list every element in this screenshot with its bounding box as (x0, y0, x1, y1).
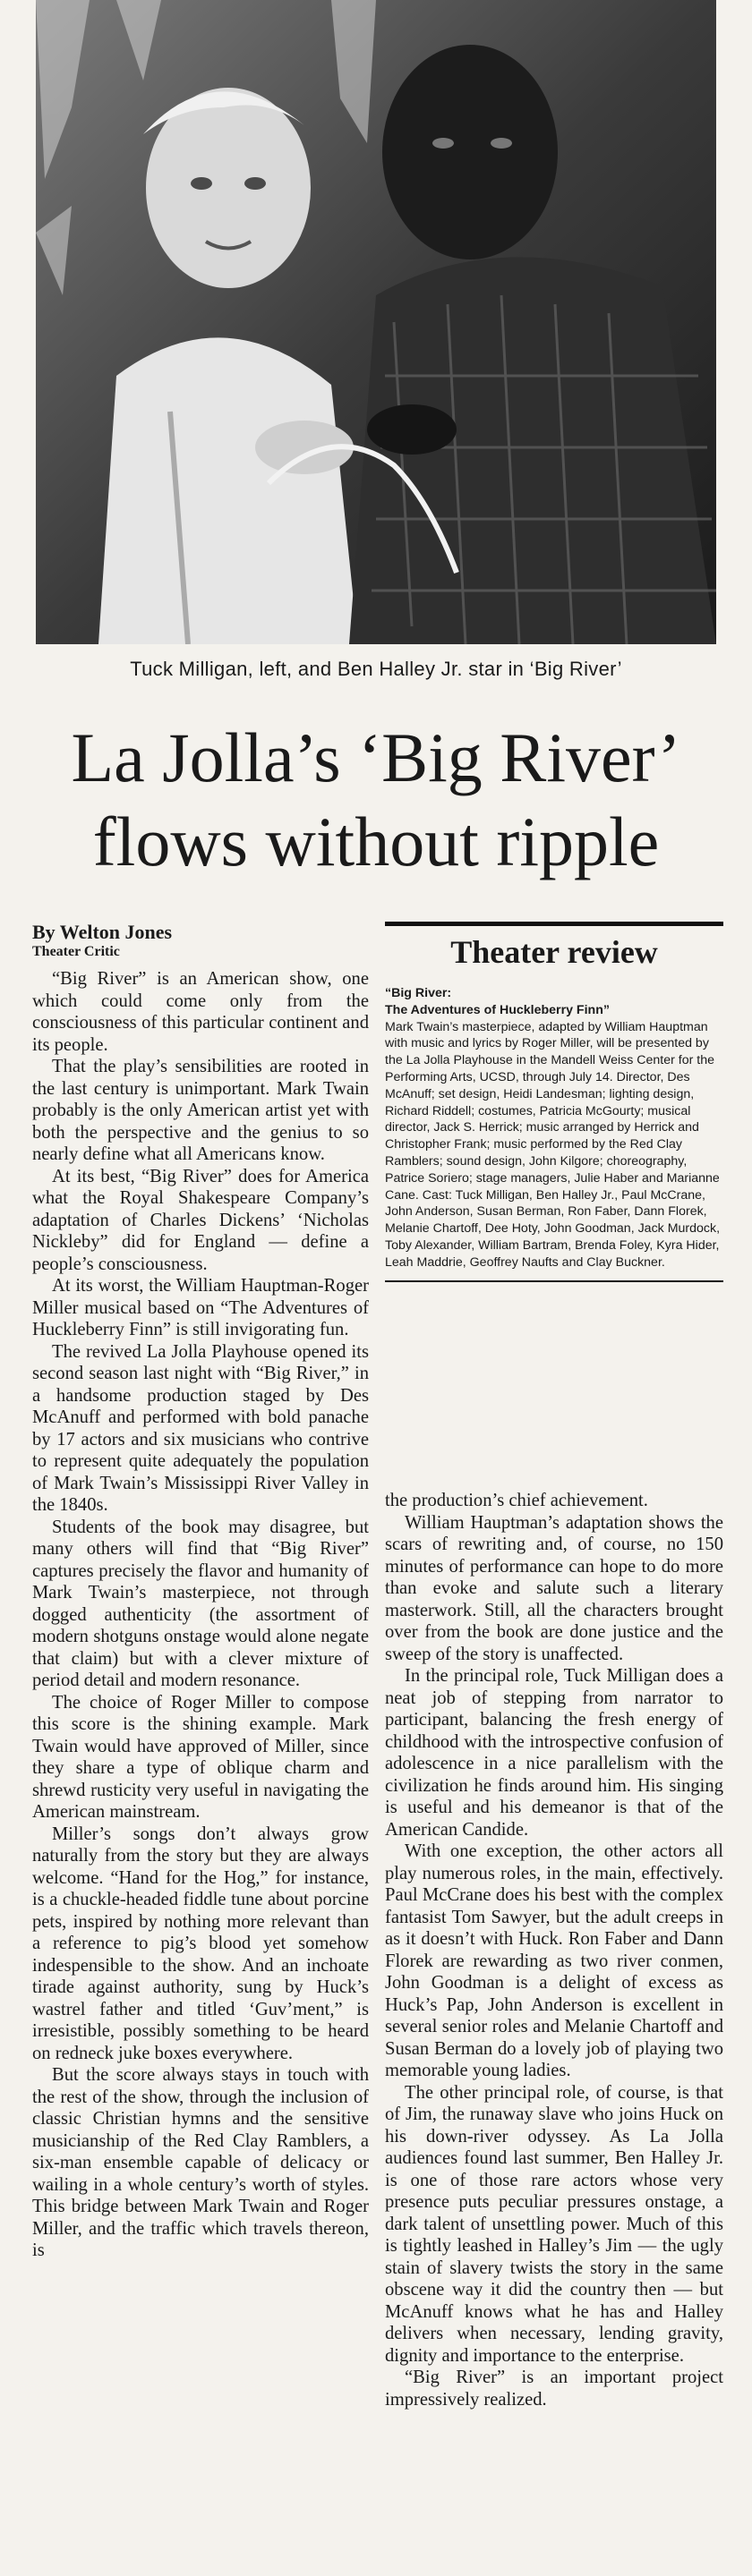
article-paragraph: With one exception, the other actors all play numerous roles, in the main, effectively. Paul McCrane does his best with the complex fantasist Tom Sawyer, but the adult creeps in as it doesn’t with Huck. Ron Faber and Dann Florek are rewarding as two river conmen, John Goodman is a delight of excess as Huck’s Pap, John Anderson is excellent in several senior roles and Melanie Chartoff and Susan Berman do a lovely job of playing two memorable young ladies. (385, 1841, 723, 2080)
article-paragraph: At its best, “Big River” does for America what the Royal Shakespeare Company’s adaptation of Charles Dickens’ ‘Nicholas Nickleby” did for England — define a people’s consciousness. (32, 1166, 369, 1274)
article-paragraph: “Big River” is an important project impressively realized. (385, 2368, 723, 2410)
review-box-title: Theater review (450, 934, 658, 970)
headline (36, 716, 716, 884)
review-credits (385, 985, 723, 1271)
credits-text: Mark Twain’s masterpiece, adapted by William Hauptman with music and lyrics by Roger Miller, will be presented by the La Jolla Playhouse in the Mandell Weiss Center for the Performing Arts, UCSD, through July 14. Director, Des McAnuff; set design, Heidi Landesman; lighting design, Richard Riddell; costumes, Patricia McGourty; musical director, Jack S. Herrick; music arranged by Herrick and Christopher Frank; music performed by the Red Clay Ramblers; sound design, John Kilgore; choreography, Patrice Soriero; stage managers, Julie Haber and Marianne Cane. Cast: Tuck Milligan, Ben Halley Jr., Paul McCrane, John Anderson, Susan Berman, Ron Faber, Dann Florek, Melanie Chartoff, Dee Hoty, John Goodman, Jack Murdock, Toby Alexander, William Bartram, Brenda Foley, Kyra Hider, Leah Maddrie, Geoffrey Naufts and Clay Buckner. (385, 1019, 721, 1270)
theater-review-box (385, 922, 723, 1282)
article-paragraph: Students of the book may disagree, but many others will find that “Big River” captures precisely the flavor and humanity of Mark Twain’s masterpiece, not through dogged authenticity (the assortment of modern shotguns onstage would alone negate that claim) but with a clever mixture of period detail and modern resonance. (32, 1517, 369, 1690)
headline-line-2: flows without ripple (92, 803, 660, 880)
review-bottom-rule (385, 1280, 723, 1282)
article-paragraph: The choice of Roger Miller to compose this score is the shining example. Mark Twain would have approved of Miller, since they share a type of oblique charm and shrewd rusticity very useful in navigating the American mainstream. (32, 1692, 369, 1822)
photo-caption: Tuck Milligan, left, and Ben Halley Jr. star in ‘Big River’ (130, 658, 622, 680)
byline-author: By Welton Jones (32, 921, 173, 943)
article-paragraph: Miller’s songs don’t always grow naturally from the story but they are always welcome. “Hand for the Hog,” for instance, is a chuckle-headed fiddle tune about porcine pets, inspired by nothing more relevant than a reference to pig’s blood yet somehow indespensible to the show. And an inchoate tirade against authority, sung by Huck’s wastrel father and titled ‘Guv’ment,” is irresistible, possibly something to be heard on redneck juke boxes everywhere. (32, 1824, 369, 2063)
article-column-left (32, 922, 369, 2262)
article-paragraph: the production’s chief achievement. (385, 1491, 648, 1510)
show-title-line-1: “Big River: (385, 986, 452, 1000)
article-column-right (385, 1490, 723, 2410)
byline-role: Theater Critic (32, 944, 120, 959)
article-paragraph: In the principal role, Tuck Milligan does a neat job of stepping from narrator to participant, balancing the fresh energy of childhood with the introspective confusion of adolescence in a nice parallelism with the civilization he finds around him. His singing is useful and his demeanor is that of the American Candide. (385, 1666, 723, 1840)
article-paragraph: At its worst, the William Hauptman-Roger Miller musical based on “The Adventures of Huckleberry Finn” is still invigorating fun. (32, 1276, 369, 1339)
article-photo (36, 0, 716, 644)
headline-line-1: La Jolla’s ‘Big River’ (71, 718, 681, 796)
article-paragraph: William Hauptman’s adaptation shows the scars of rewriting and, of course, no 150 minutes of performance can hope to do more than evoke and salute such a literary masterwork. Still, all the characters brought over from the book are done justice and the sweep of the story is unaffected. (385, 1512, 723, 1664)
article-paragraph: “Big River” is an American show, one which could come only from the consciousness of this particular continent and its people. (32, 969, 369, 1055)
photo-illustration (36, 0, 716, 644)
article-paragraph: The other principal role, of course, is that of Jim, the runaway slave who joins Huck on his down-river odyssey. As La Jolla audiences found last summer, Ben Halley Jr. is one of those rare actors whose very presence puts peculiar pressures onstage, a dark talent of unsettling power. Much of this is tightly leashed in Halley’s Jim — the ugly stain of slavery twists the story in the same obscene way it did the country then — but McAnuff knows what he has and Halley delivers when necessary, lending gravity, dignity and importance to the enterprise. (385, 2082, 723, 2366)
article-paragraph: The revived La Jolla Playhouse opened its second season last night with “Big River,” in a handsome production staged by Des McAnuff and performed with bold panache by 17 actors and six musicians who contrive to represent quite adequately the population of Mark Twain’s Mississippi River Valley in the 1840s. (32, 1341, 369, 1515)
article-paragraph: But the score always stays in touch with the rest of the show, through the inclusion of classic Christian hymns and the sensitive musicianship of the Red Clay Ramblers, a six-man ensemble capable of delicacy or wailing in a whole century’s worth of styles. This bridge between Mark Twain and Roger Miller, and the traffic which travels thereon, is (32, 2065, 369, 2260)
show-title-line-2: The Adventures of Huckleberry Finn” (385, 1002, 610, 1017)
article-paragraph: That the play’s sensibilities are rooted in the last century is unimportant. Mark Twain probably is the only American artist yet with both the perspective and the genius to so nearly define what all Americans know. (32, 1057, 369, 1164)
